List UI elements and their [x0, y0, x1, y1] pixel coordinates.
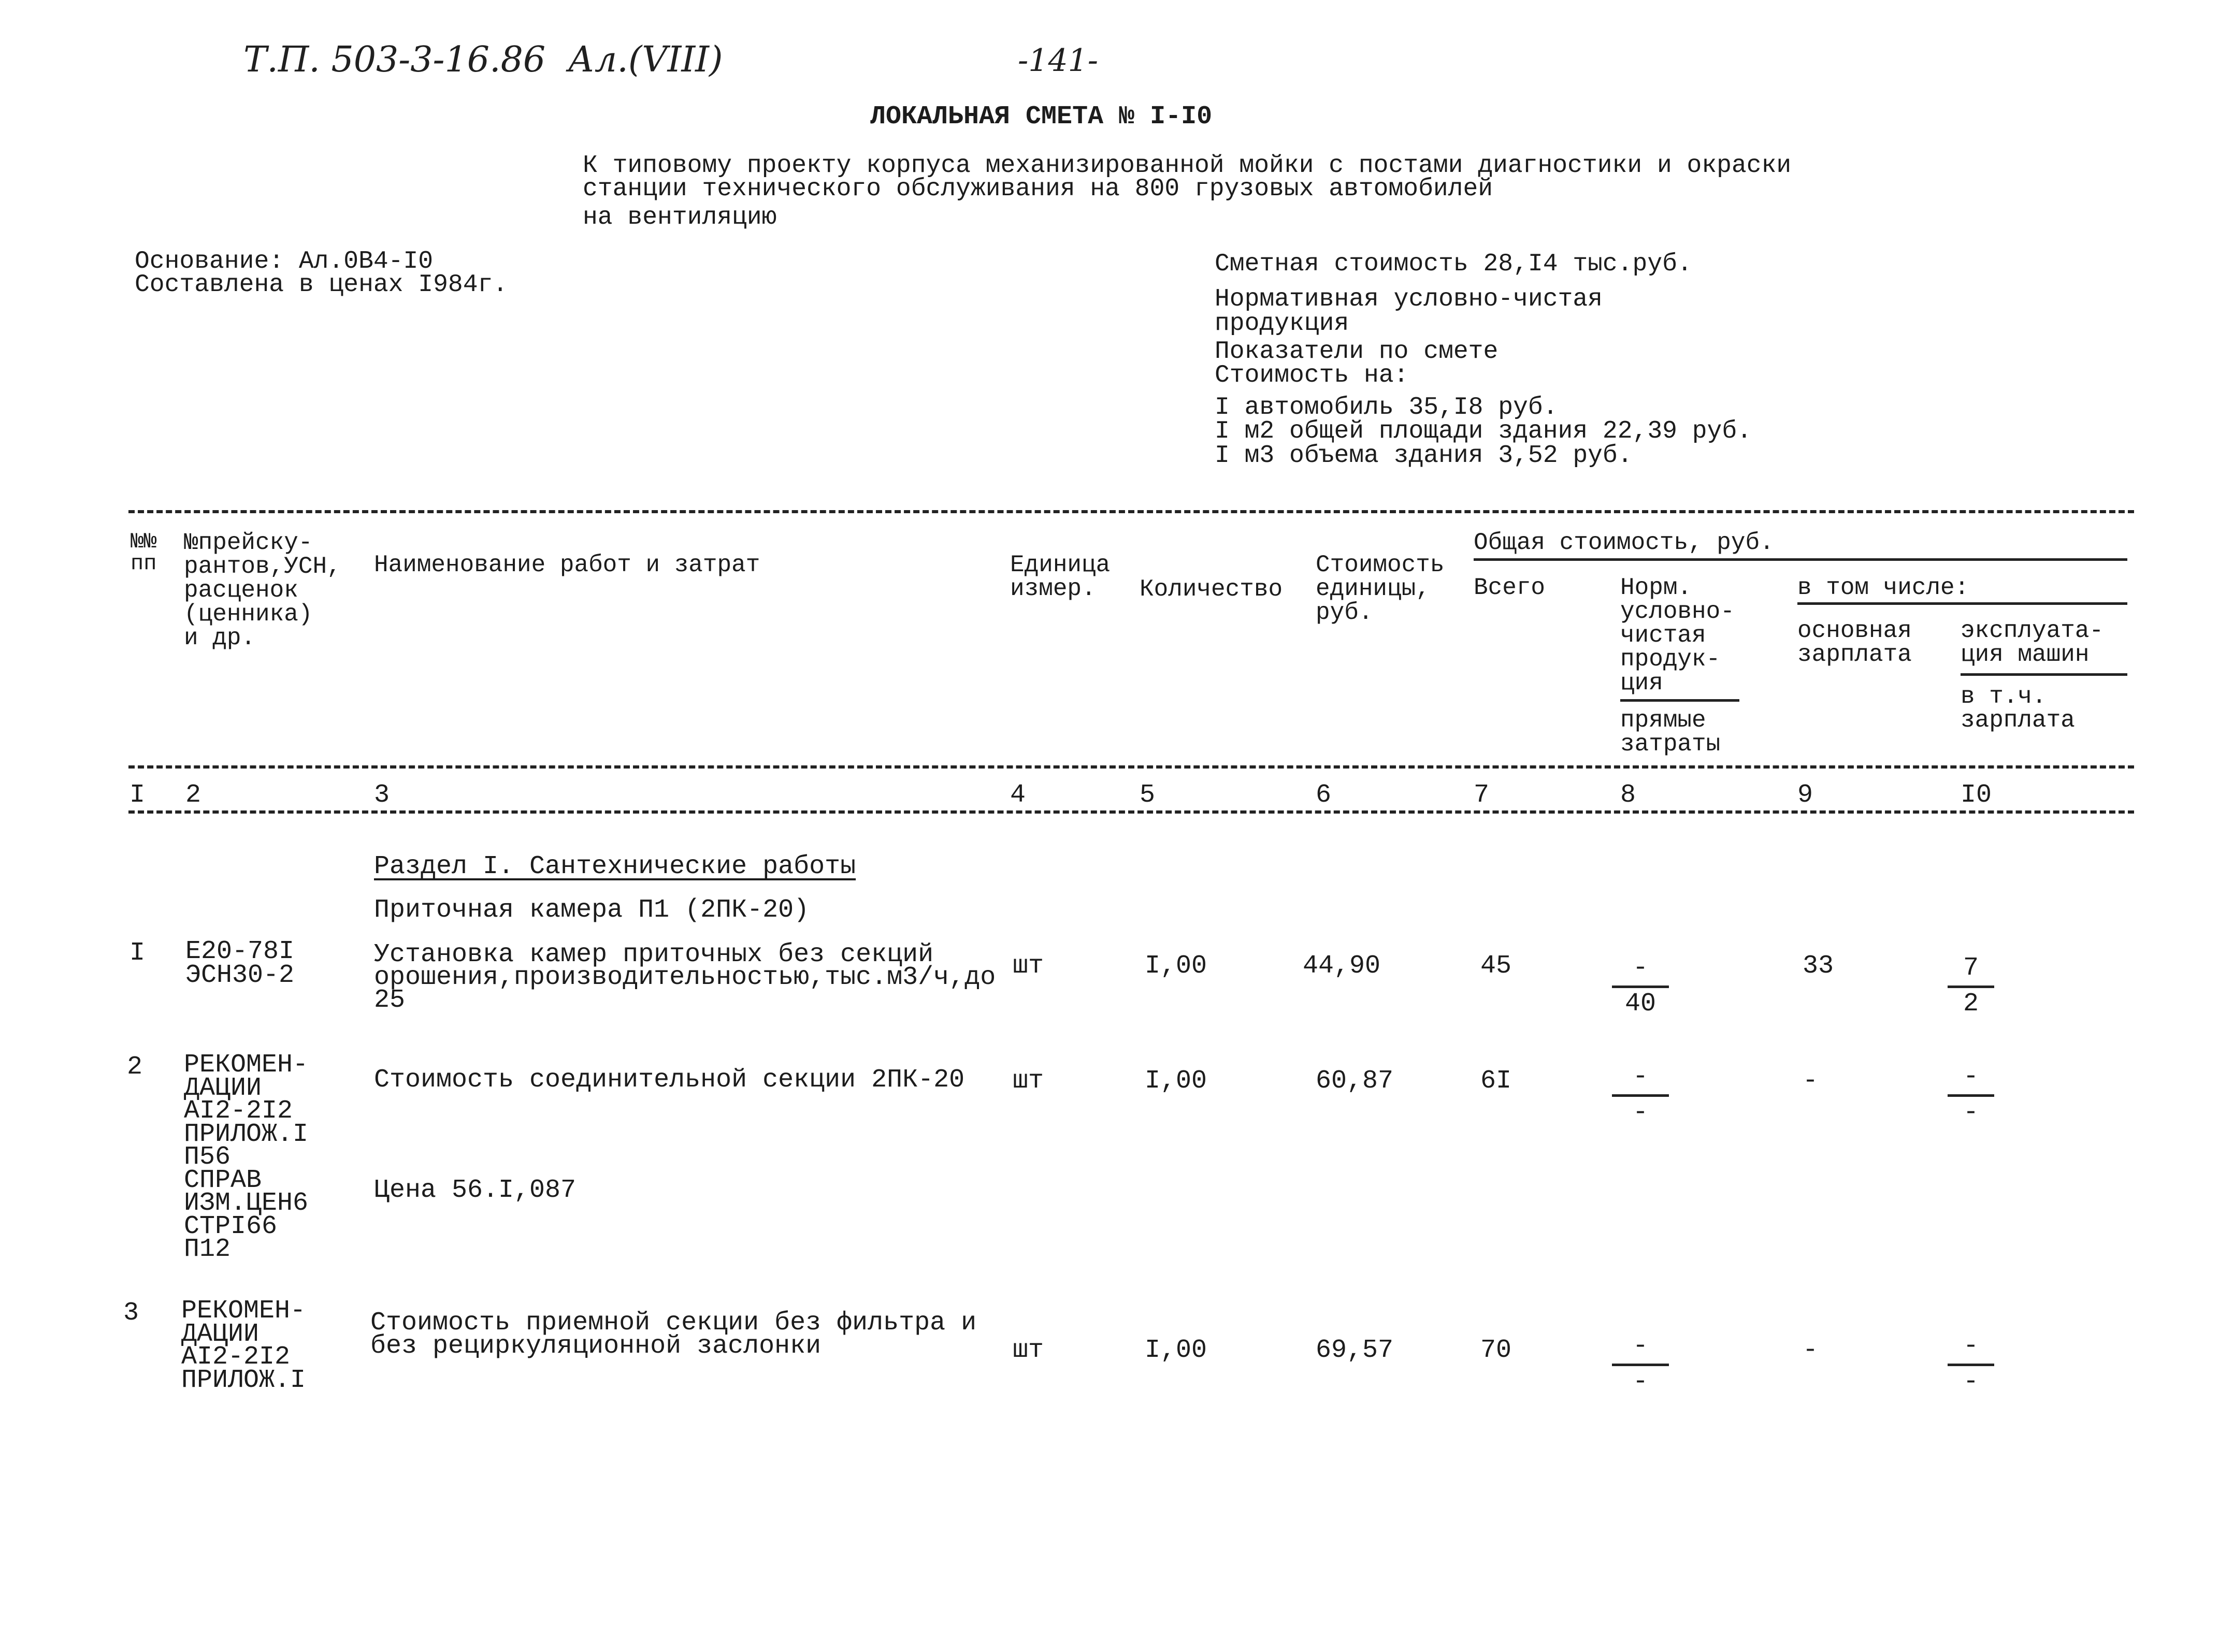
header-group-rule: [1474, 558, 2127, 561]
row-name: Установка камер приточных без секций орошения,производительностью,тыс.м3/ч,до 25: [374, 940, 996, 1015]
norm-bottom: 40: [1624, 989, 1656, 1019]
row-salary: 33: [1803, 951, 1834, 981]
table-top-rule: [128, 510, 2134, 513]
machines-top: -: [1963, 1062, 1979, 1092]
col-number: 7: [1474, 780, 1490, 810]
row-machines-fraction: [1948, 1064, 1994, 1127]
col-number: 3: [374, 780, 390, 810]
header-norm-rule: [1620, 699, 1739, 702]
estimate-cost: Сметная стоимость 28,I4 тыс.руб.: [1215, 250, 1692, 278]
row-unit-price: 69,57: [1316, 1336, 1394, 1365]
norm-bottom: -: [1632, 1367, 1648, 1397]
subtitle-line: станции технического обслуживания на 800 грузовых автомобилей: [583, 175, 1493, 203]
cost-per-label: Стоимость на:: [1215, 361, 1409, 389]
col-number: 4: [1010, 780, 1026, 810]
basis-text: Основание: Ал.0В4-I0: [135, 248, 434, 276]
row-machines-fraction: [1948, 955, 1994, 1018]
machines-top: 7: [1963, 953, 1979, 983]
prices-text: Составлена в ценах I984г.: [135, 271, 508, 299]
row-code: РЕКОМЕН- ДАЦИИ АI2-2I2 ПРИЛОЖ.I П56 СПРАВ ИЗМ.ЦЕН6 СТРI66 П12: [184, 1050, 309, 1264]
machines-top: -: [1963, 1331, 1979, 1361]
header-incl: в том числе:: [1797, 574, 1969, 601]
row-unit: шт: [1013, 1336, 1044, 1365]
norm-production-2: продукция: [1215, 310, 1349, 338]
machines-bottom: -: [1963, 1098, 1979, 1127]
row-unit: шт: [1013, 1066, 1044, 1096]
row-code: РЕКОМЕН- ДАЦИИ АI2-2I2 ПРИЛОЖ.I: [181, 1296, 306, 1395]
col-number: 6: [1316, 780, 1332, 810]
page-number: -141-: [1018, 42, 1099, 79]
header-bottom-rule: [128, 765, 2134, 769]
row-unit-price: 44,90: [1303, 951, 1381, 981]
header-salary: основная зарплата: [1797, 617, 1912, 668]
machines-bottom: -: [1963, 1367, 1979, 1397]
col-number: 2: [185, 780, 201, 810]
norm-top: -: [1632, 1062, 1648, 1092]
col-number: 9: [1797, 780, 1813, 810]
row-name: Стоимость соединительной секции 2ПК-20: [374, 1065, 965, 1095]
row-name: Стоимость приемной секции без фильтра и без рециркуляционной заслонки: [370, 1308, 977, 1361]
row-num: I: [129, 938, 146, 968]
header-name: Наименование работ и затрат: [374, 552, 760, 578]
header-num: №№ пп: [131, 529, 157, 576]
header-incl-rule: [1797, 602, 2127, 605]
row-num: 3: [123, 1298, 139, 1328]
row-norm-fraction: [1612, 1331, 1669, 1397]
header-direct-costs: прямые затраты: [1620, 707, 1721, 758]
norm-bottom: -: [1632, 1098, 1648, 1127]
row-unit: шт: [1013, 951, 1044, 981]
col-number: I0: [1961, 780, 1992, 810]
row-norm-fraction: [1612, 955, 1669, 1018]
subsection-title: Приточная камера П1 (2ПК-20): [374, 895, 810, 925]
norm-top: -: [1632, 1331, 1648, 1361]
machines-bottom: 2: [1963, 989, 1979, 1019]
subtitle-line: К типовому проекту корпуса механизированной мойки с постами диагностики и окраски: [583, 152, 1792, 180]
cost-per-m2: I м2 общей площади здания 22,39 руб.: [1215, 417, 1752, 445]
row-qty: I,00: [1145, 1066, 1207, 1096]
header-total: Всего: [1474, 574, 1546, 601]
header-norm: Норм. условно- чистая продук- ция: [1620, 574, 1735, 697]
header-unit-price: Стоимость единицы, руб.: [1316, 552, 1445, 626]
row-price-note: Цена 56.I,087: [374, 1176, 577, 1205]
row-total: 6I: [1480, 1066, 1512, 1096]
row-num: 2: [127, 1052, 143, 1082]
col-number: I: [129, 780, 146, 810]
header-total-group: Общая стоимость, руб.: [1474, 529, 1774, 556]
row-qty: I,00: [1145, 1336, 1207, 1365]
cost-per-m3: I м3 объема здания 3,52 руб.: [1215, 442, 1633, 470]
row-norm-fraction: [1612, 1064, 1669, 1127]
row-code: Е20-78I ЭСН30-2: [185, 937, 295, 990]
project-reference: Т.П. 503-3-16.86 Ал.(VIII): [243, 39, 723, 80]
header-code: №прейску- рантов,УСН, расценок (ценника) и др.: [184, 529, 341, 651]
subtitle-line: на вентиляцию: [583, 204, 777, 231]
header-machines-salary: в т.ч. зарплата: [1961, 683, 2075, 734]
cost-per-vehicle: I автомобиль 35,I8 руб.: [1215, 394, 1558, 422]
col-number: 5: [1140, 780, 1156, 810]
header-unit: Единица измер.: [1010, 552, 1111, 602]
col-number-rule: [128, 810, 2134, 814]
row-total: 45: [1480, 951, 1512, 981]
indicators-label: Показатели по смете: [1215, 338, 1499, 366]
row-unit-price: 60,87: [1316, 1066, 1394, 1096]
header-qty: Количество: [1140, 576, 1283, 603]
row-machines-fraction: [1948, 1331, 1994, 1397]
header-machines: эксплуата- ция машин: [1961, 617, 2104, 668]
col-number: 8: [1620, 780, 1636, 810]
norm-production: Нормативная условно-чистая: [1215, 285, 1603, 313]
header-machines-rule: [1961, 673, 2127, 676]
row-salary: -: [1803, 1336, 1819, 1365]
row-salary: -: [1803, 1066, 1819, 1096]
document-title: ЛОКАЛЬНАЯ СМЕТА № I-I0: [870, 102, 1213, 132]
row-qty: I,00: [1145, 951, 1207, 981]
row-total: 70: [1480, 1336, 1512, 1365]
norm-top: -: [1632, 953, 1648, 983]
section-title: Раздел I. Сантехнические работы: [374, 852, 856, 881]
